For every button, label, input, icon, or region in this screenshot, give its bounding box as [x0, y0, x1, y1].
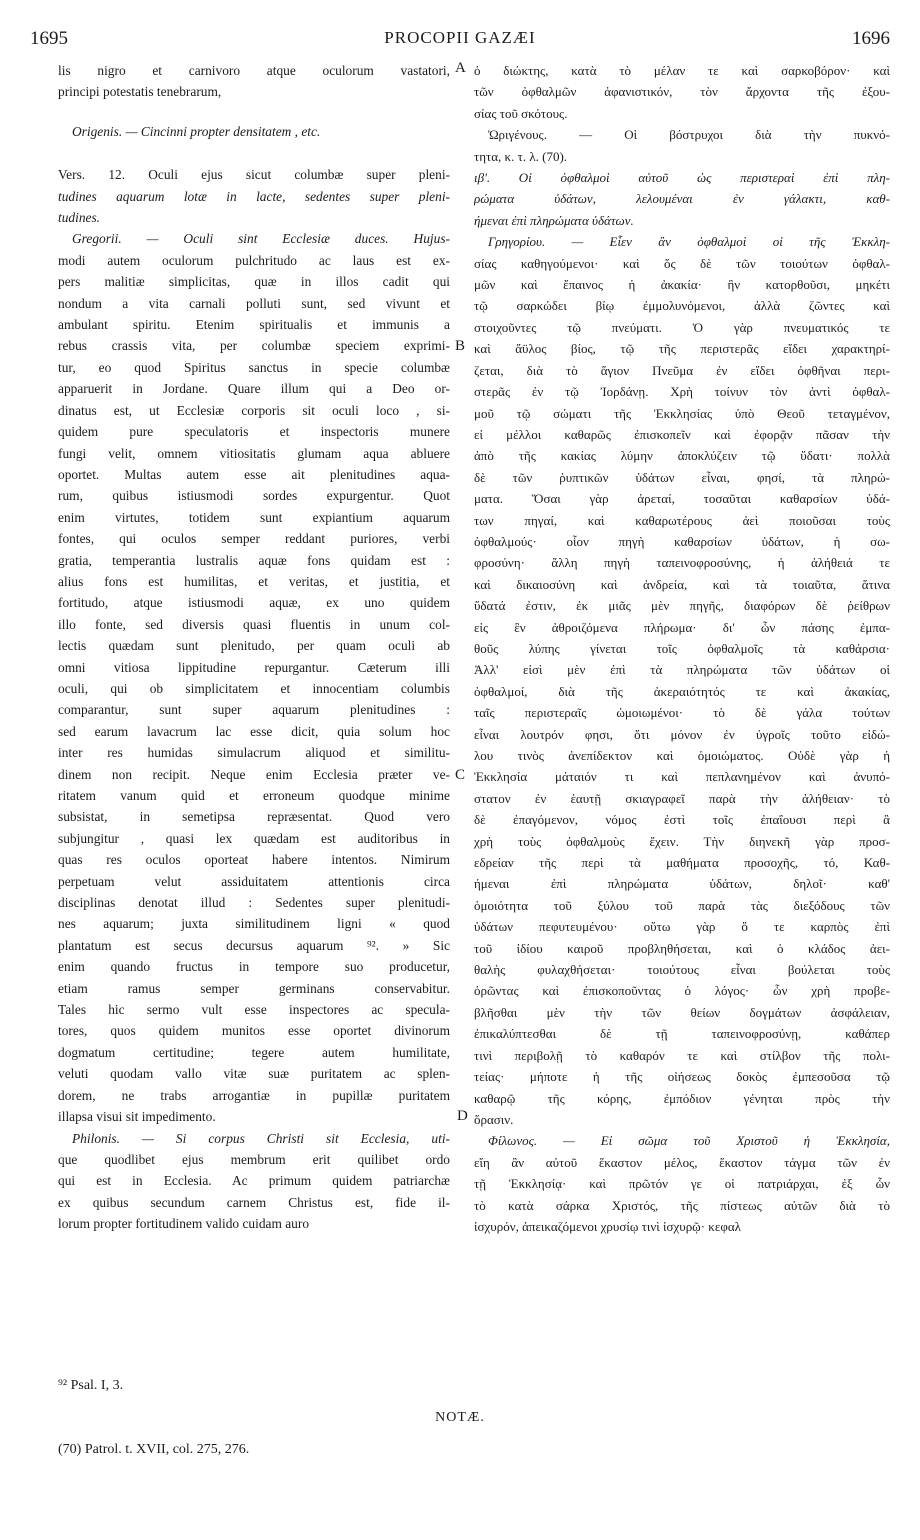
latin-line: nondum a vita carnali polluti sunt, sed vivunt et: [58, 295, 450, 311]
latin-line: enim quando fructus in tempore suo producetur,: [58, 959, 450, 975]
latin-line: fontes, qui oculos semper reddant puriores, verbi: [58, 531, 450, 547]
latin-line: oportet. Multas autem esse ait plenitudines aqua-: [58, 466, 450, 482]
greek-line: τινὶ περιβολῇ τὸ καθαρόν τε καὶ στίλβον τῆς πολι-: [474, 1047, 890, 1063]
greek-line: εἰς ἓν ἀθροιζόμενα πλήρωμα· δι' ὧν πάσης ἐμπα-: [474, 619, 890, 635]
greek-line: δὲ τῶν ῥυπτικῶν ὑδάτων εἶναι, φησί, τὰ πληρώ-: [474, 469, 890, 485]
latin-line: modi autem oculorum pulchritudo ac laus est ex-: [58, 252, 450, 268]
greek-line: τῇ Ἐκκλησίᾳ· καὶ πρῶτόν γε οἱ πατριάρχαι, ἐξ ὧν: [474, 1176, 890, 1192]
latin-line: Gregorii. — Oculi sint Ecclesiæ duces. Hujus-: [72, 231, 450, 247]
latin-line: etiam ramus semper germinans conservabitur.: [58, 980, 450, 996]
latin-line: alius fons est humilitas, et veritas, et justitia, et: [58, 573, 450, 589]
greek-line: στερᾶς ἐν τῷ Ἰορδάνῃ. Χρὴ τοίνυν τὸν ἀντὶ ὀφθαλ-: [474, 384, 890, 400]
editor-note: (70) Patrol. t. XVII, col. 275, 276.: [58, 1442, 250, 1457]
greek-line: ρώματα ὑδάτων, λελουμέναι ἐν γάλακτι, καθ-: [474, 191, 890, 207]
margin-marker-c: C: [455, 767, 466, 783]
greek-line: βλῆσθαι μὲν τὴν τῶν θείων δογμάτων ἀσφάλειαν,: [474, 1004, 890, 1020]
latin-line: gratia, temperantia lustralis aquæ fons quidam est :: [58, 552, 450, 568]
latin-line: fortitudo, atque istiusmodi aquæ, ex uno quidem: [58, 595, 450, 611]
greek-line: τὸ κατὰ σάρκα Χριστός, τῆς πίστεως αὐτῶν διὰ τὸ: [474, 1197, 890, 1213]
greek-line: ἰσχυρόν, ἀπεικαζόμενοι χρυσίῳ τινὶ ἰσχυρῷ· κεφαλ: [474, 1218, 741, 1234]
greek-line: ἐπικαλύπτεσθαι δὲ τῇ ταπεινοφροσύνῃ, καθάπερ: [474, 1026, 890, 1042]
greek-line: στοιχοῦντες τῷ πνεύματι. Ὁ γὰρ πνευματικός τε: [474, 319, 890, 335]
greek-line: ταῖς περιστεραῖς ὡμοιωμένοι· τὸ δὲ γάλα τούτων: [474, 705, 890, 721]
greek-line: τῷ σαρκώδει βίῳ ἐμμολυνόμενοι, ἀλλὰ ζῶντες καὶ: [474, 298, 890, 314]
margin-marker-b: B: [455, 338, 466, 354]
greek-line: ἀπὸ τῆς κακίας λύμην ἀποκλύζειν τῷ ὕδατι· πολλὰ: [474, 448, 890, 464]
latin-line: comparantur, sunt super aquarum plenitudines :: [58, 702, 450, 718]
greek-line: ήμεναι ἐπὶ πληρώματα ὑδάτων, δηλοῖ· καθ': [474, 876, 890, 892]
page-number-left: 1695: [30, 28, 68, 49]
latin-line: apparuerit in Jordane. Quare illum qui a Deo or-: [58, 381, 450, 397]
latin-line: rum, quibus istiusmodi sordes expurgentur. Quot: [58, 488, 450, 504]
latin-line: quas res oculos oporteat habere intentos. Nimirum: [58, 852, 450, 868]
latin-line: rebus crassis vita, per columbæ speciem exprimi-: [58, 338, 450, 354]
greek-line: καὶ ἄϋλος βίος, τῷ τῆς περιστερᾶς εἴδει χαρακτηρί-: [474, 341, 890, 357]
margin-marker-d: D: [457, 1108, 468, 1124]
greek-line: εἰ μέλλοι καθαρῶς ἐπισκοπεῖν καὶ ἐφορᾷν πᾶσαν τὴν: [474, 426, 890, 442]
latin-line: ex quibus secundum carnem Christus est, fide il-: [58, 1194, 450, 1210]
greek-line: θοῦς λύπης γίνεται τοῖς ὀφθαλμοῖς τὰ καθάρσια·: [474, 640, 890, 656]
latin-line: principi potestatis tenebrarum,: [58, 84, 222, 100]
greek-line: εἴη ἂν αὐτοῦ ἕκαστον μέλος, ἕκαστον τάγμα τῶν ἐν: [474, 1154, 890, 1170]
greek-line: δὲ ἐπαγόμενον, νόμος ἐστὶ τοῖς ἐπαΐουσι περὶ ἃ: [474, 812, 890, 828]
latin-line: lorum propter fortitudinem valido cuidam auro: [58, 1216, 310, 1232]
latin-line: Philonis. — Si corpus Christi sit Ecclesia, uti-: [72, 1130, 450, 1146]
latin-line: subjungitur , quasi lex quædam est auditoribus in: [58, 830, 450, 846]
greek-line: εδρείαν τῆς περὶ τὰ μαθήματα προσοχῆς, τό, Καθ-: [474, 855, 890, 871]
latin-line: lis nigro et carnivoro atque oculorum vastatori,: [58, 63, 450, 78]
greek-line: ὀφθαλμοί, διὰ τῆς ἀκεραιότητός τε καὶ ἀκακίας,: [474, 683, 890, 699]
latin-line: dinatus est, ut Ecclesiæ corporis sit oculi loco , si-: [58, 402, 450, 418]
latin-line: Origenis. — Cincinni propter densitatem , etc.: [72, 123, 321, 139]
latin-line: pers malitiæ simplicitas, quæ in illos cadit qui: [58, 274, 450, 290]
latin-line: tores, quos quidem munitos esse oportet divinorum: [58, 1023, 450, 1039]
greek-line: τείας· μήποτε ἡ τῆς οἰήσεως δοκὸς ἐμπεσοῦσα τῷ: [474, 1069, 890, 1085]
margin-marker-a: A: [455, 60, 466, 76]
latin-line: quidem pure speculatoris et inspectoris munere: [58, 424, 450, 440]
latin-line: enim virtutes, totidem sunt expiantium aquarum: [58, 509, 450, 525]
latin-line: veluti quodam vallo vitæ suæ puritatem ac splen-: [58, 1066, 450, 1082]
page-number-right: 1696: [852, 28, 890, 49]
latin-line: qui est in Ecclesia. Ac primum quidem patriarchæ: [58, 1173, 450, 1189]
latin-line: fungi velit, omnem vitiositatis glumam aqua abluere: [58, 445, 450, 461]
latin-column: [58, 60, 450, 1235]
footnote: ⁹² Psal. I, 3.: [58, 1378, 124, 1393]
greek-line: μῶν καὶ ἔπαινος ἡ ἀκακία· ἣν κατορθοῦσι, μηκέτι: [474, 277, 890, 293]
latin-line: oculi, qui ob simplicitatem et innocentiam columbis: [58, 680, 450, 696]
greek-line: Φίλωνος. — Εἰ σῶμα τοῦ Χριστοῦ ἡ Ἐκκλησία,: [488, 1133, 890, 1149]
latin-line: que quodlibet ejus membrum erit quilibet ordo: [58, 1151, 450, 1167]
latin-line: lectis quædam sunt plenitudo, per quam oculi ab: [58, 638, 450, 654]
greek-line: ὁ διώκτης, κατὰ τὸ μέλαν τε καὶ σαρκοβόρον· καὶ: [474, 63, 890, 78]
latin-line: tudines aquarum lotæ in lacte, sedentes super pleni-: [58, 188, 450, 204]
latin-line: nes aquarum; juxta similitudinem ligni « quod: [58, 916, 450, 932]
latin-line: illo fonte, sed diversis quasi fluentis in unum col-: [58, 616, 450, 632]
latin-line: illapsa visui sit impedimento.: [58, 1109, 216, 1125]
greek-line: σίας καθηγούμενοι· καὶ ὅς δὲ τῶν τοιούτων ὀφθαλ-: [474, 255, 890, 271]
greek-line: σίας τοῦ σκότους.: [474, 105, 568, 121]
greek-line: φροσύνη· ἄλλη πηγὴ ταπεινοφροσύνης, ἡ ἀλήθειά τε: [474, 555, 890, 571]
page-header: [30, 28, 890, 54]
greek-line: ιβ'. Οἱ ὀφθαλμοὶ αὐτοῦ ὡς περιστεραὶ ἐπὶ πλη-: [474, 170, 890, 186]
greek-line: καθαρῷ τῆς κόρης, ἐμπόδιον γένηται πρὸς τὴν: [474, 1090, 890, 1106]
latin-line: ritatem vanum quid et erroneum quodque minime: [58, 788, 450, 803]
greek-line: τῶν ὀφθαλμῶν ἀφανιστικόν, τὸν ἄρχοντα τῆς ἐξου-: [474, 84, 890, 100]
greek-line: των πηγαί, καὶ καθαρωτέρους ἀεὶ ποιοῦσαι τοὺς: [474, 512, 890, 528]
latin-line: perpetuam velut assiduitatem attentionis circa: [58, 873, 450, 889]
running-title: PROCOPII GAZÆI: [384, 28, 536, 47]
latin-line: omni vitiosa lippitudine repurgantur. Cæterum illi: [58, 659, 450, 675]
greek-line: ὑδάτων πεφυτευμένου· οὕτω γὰρ ὅ τε καρπὸς ἐπὶ: [474, 919, 890, 935]
latin-line: dogmatum certitudine; tegere autem humilitate,: [58, 1044, 450, 1060]
greek-line: Ἐκκλησία μάταιόν τι καὶ πεπλανημένον καὶ ἀνυπό-: [474, 769, 890, 785]
greek-line: ὅρασιν.: [474, 1111, 514, 1127]
greek-line: ήμεναι ἐπὶ πληρώματα ὑδάτων.: [474, 212, 634, 228]
greek-line: μοῦ τῷ σώματι τῆς Ἐκκλησίας ὑπὸ Θεοῦ τεταγμένον,: [474, 405, 890, 421]
greek-line: ὁμοιότητα τοῦ ξύλου τοῦ παρὰ τὰς διεξόδους τῶν: [474, 897, 890, 913]
latin-line: sed earum lavacrum lac esse dicit, quia solum hoc: [58, 723, 450, 739]
greek-line: τοῦ ἰδίου καιροῦ προβληθήσεται, καὶ ὁ κλάδος ἀει-: [474, 940, 890, 956]
greek-line: Ὠριγένους. — Οἱ βόστρυχοι διὰ τὴν πυκνό-: [488, 127, 890, 143]
latin-line: plantatum est secus decursus aquarum ⁹². » Sic: [58, 937, 450, 953]
notae-heading: NOTÆ.: [435, 1410, 485, 1425]
latin-line: tudines.: [58, 210, 101, 226]
latin-line: dorem, ne trabs arrogantiæ in pupillæ puritatem: [58, 1087, 450, 1103]
greek-line: ὁρῶντας καὶ ἐπισκοποῦντας ὁ λόγος· ὧν χρὴ προβε-: [474, 983, 890, 999]
greek-line: ὕδατά ἐστιν, ἐκ μιᾶς μὲν πηγῆς, διαφόρων δὲ ῥείθρων: [474, 598, 890, 614]
greek-line: Γρηγορίου. — Εἶεν ἂν ὀφθαλμοὶ οἱ τῆς Ἐκκλη-: [488, 234, 890, 250]
latin-line: dinem non recipit. Neque enim Ecclesia præter ve-: [58, 766, 450, 782]
latin-line: Tales hic sermo vult esse inspectores ac specula-: [58, 1002, 450, 1018]
latin-line: inter res humidas simulacrum aliquod et similitu-: [58, 745, 450, 761]
greek-line: στατον ἐν ἑαυτῇ σκιαγραφεῖ παρὰ τὴν ἀλήθειαν· τὸ: [474, 790, 890, 806]
greek-line: θαλὴς φυλαχθήσεται· τοιούτους εἶναι βούλεται τοὺς: [474, 962, 890, 978]
greek-line: ὀφθαλμούς· οἷον πηγὴ καθαρσίων ὑδάτων, ἡ σω-: [474, 533, 890, 549]
latin-line: ambulant spiritu. Etenim spiritualis et immunis a: [58, 317, 450, 333]
greek-line: τητα, κ. τ. λ. (70).: [474, 148, 568, 164]
greek-line: χρὴ τοὺς ὀφθαλμοὺς ἔχειν. Τὴν διηνεκῆ γὰρ προσ-: [474, 833, 890, 849]
greek-line: ματα. Ὅσαι γὰρ ἀρεταί, τοσαῦται καθαρσίων ὑδά-: [474, 491, 890, 507]
greek-line: Ἀλλ' εἰσὶ μὲν ἐπὶ τὰ πληρώματα τῶν ὑδάτων οἱ: [474, 662, 890, 678]
latin-line: tur, eo quod Spiritus sanctus in specie columbæ: [58, 359, 450, 375]
latin-line: disciplinas denotat illud : Sedentes super plenitudi-: [58, 895, 450, 911]
latin-line: subsistat, in semetipsa repræsentat. Quod vero: [58, 809, 450, 825]
greek-line: καὶ δικαιοσύνη καὶ ἀνδρεία, καὶ τὰ τοιαῦτα, ἅτινα: [474, 576, 890, 592]
greek-line: ζεται, διὰ τὸ ἅγιον Πνεῦμα ἐν εἴδει ὀφθῆναι περι-: [474, 362, 890, 378]
greek-line: λου τινὸς ἀνεπίδεκτον καὶ ὁμοιώματος. Οὐδὲ γὰρ ἡ: [474, 748, 890, 763]
greek-line: εἶναι λουτρόν φησι, ὅτι μόνον ἐν ὑγροῖς τοῦτο εἰδώ-: [474, 726, 890, 742]
latin-line: Vers. 12. Oculi ejus sicut columbæ super pleni-: [58, 167, 450, 183]
greek-column: [474, 60, 890, 1237]
